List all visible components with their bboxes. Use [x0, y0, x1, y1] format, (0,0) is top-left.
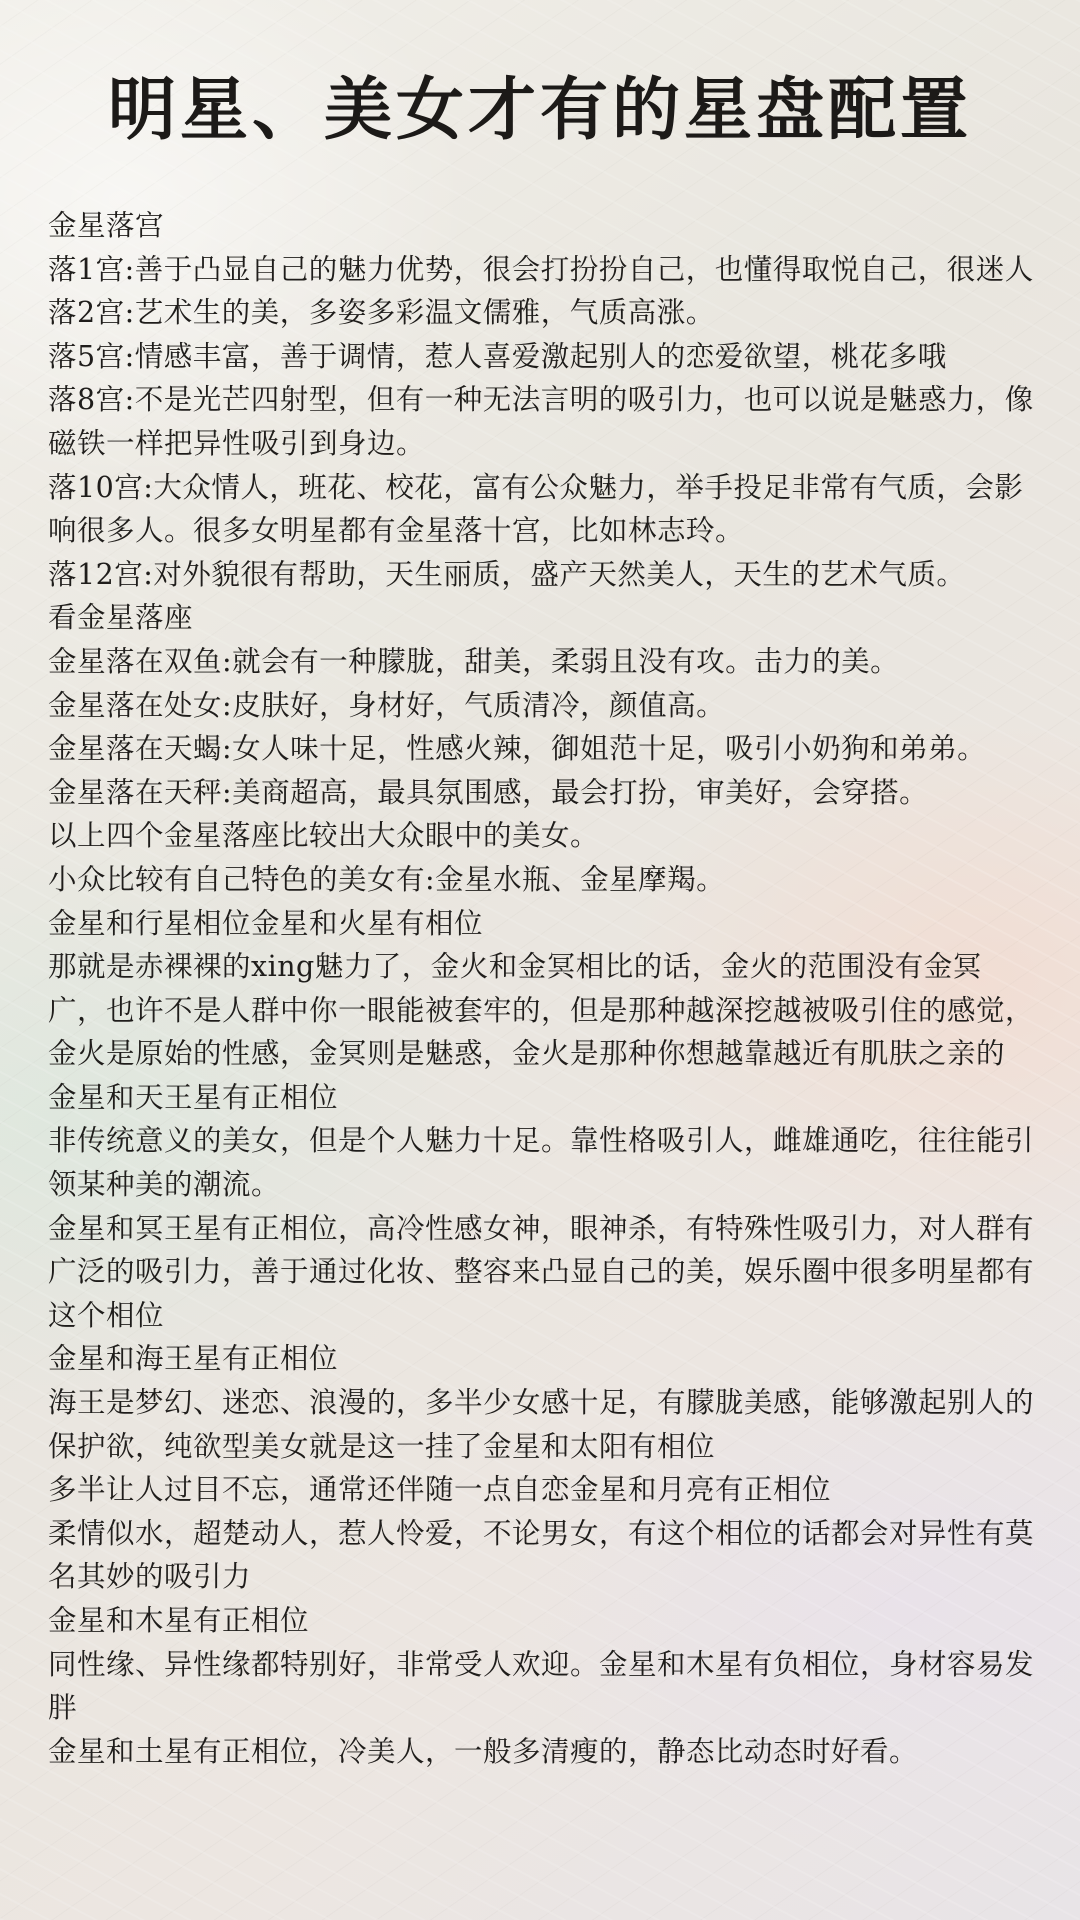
- section-heading-venus-aspects: 金星和行星相位金星和火星有相位: [48, 906, 484, 940]
- text-line: 以上四个金星落座比较出大众眼中的美女。: [48, 819, 600, 853]
- article-body: [48, 204, 1038, 1773]
- text-line: 落2宫:艺术生的美，多姿多彩温文儒雅，气质高涨。: [48, 296, 715, 330]
- text-line: 小众比较有自己特色的美女有:金星水瓶、金星摩羯。: [48, 862, 726, 896]
- text-line: 金星落在天秤:美商超高，最具氛围感，最会打扮，审美好，会穿搭。: [48, 775, 929, 809]
- text-line: 柔情似水，超楚动人，惹人怜爱，不论男女，有这个相位的话都会对异性有莫名其妙的吸引力: [48, 1516, 1035, 1594]
- text-line: 落1宫:善于凸显自己的魅力优势，很会打扮扮自己，也懂得取悦自己，很迷人: [48, 252, 1034, 286]
- text-line: 金星落在天蝎:女人味十足，性感火辣，御姐范十足，吸引小奶狗和弟弟。: [48, 732, 987, 766]
- text-line: 非传统意义的美女，但是个人魅力十足。靠性格吸引人，雌雄通吃，往往能引领某种美的潮流。: [48, 1124, 1035, 1202]
- text-line: 落10宫:大众情人，班花、校花，富有公众魅力，举手投足非常有气质，会影响很多人。很多女明星都有金星落十宫，比如林志玲。: [48, 470, 1024, 548]
- text-line: 多半让人过目不忘，通常还伴随一点自恋金星和月亮有正相位: [48, 1473, 832, 1507]
- text-line: 金星落在处女:皮肤好，身材好，气质清冷，颜值高。: [48, 688, 726, 722]
- page-title: 明星、美女才有的星盘配置: [107, 70, 972, 150]
- text-line: 金星和土星有正相位，冷美人，一般多清瘦的，静态比动态时好看。: [48, 1734, 919, 1768]
- section-heading-venus-neptune: 金星和海王星有正相位: [48, 1342, 339, 1376]
- text-line: 落5宫:情感丰富，善于调情，惹人喜爱激起别人的恋爱欲望，桃花多哦: [48, 339, 947, 373]
- text-line: 落8宫:不是光芒四射型，但有一种无法言明的吸引力，也可以说是魅惑力，像磁铁一样把异性吸引到身边。: [48, 383, 1034, 460]
- text-line: 金星和冥王星有正相位，高冷性感女神，眼神杀，有特殊性吸引力，对人群有广泛的吸引力，善于通过化妆、整容来凸显自己的美，娱乐圈中很多明星都有这个相位: [48, 1211, 1035, 1332]
- text-line: 那就是赤裸裸的xing魅力了，金火和金冥相比的话，金火的范围没有金冥广，也许不是人群中你一眼能被套牢的，但是那种越深挖越被吸引住的感觉，金火是原始的性感，金冥则是魅惑，金火是那种你想越靠越近有肌肤之亲的: [48, 950, 1035, 1071]
- section-heading-venus-jupiter: 金星和木星有正相位: [48, 1604, 310, 1637]
- text-line: 同性缘、异性缘都特别好，非常受人欢迎。金星和木星有负相位，身材容易发胖: [48, 1647, 1035, 1725]
- text-line: 落12宫:对外貌很有帮助，天生丽质，盛产天然美人，天生的艺术气质。: [48, 557, 966, 591]
- text-line: 金星落在双鱼:就会有一种朦胧，甜美，柔弱且没有攻。击力的美。: [48, 644, 900, 678]
- section-heading-venus-signs: 看金星落座: [48, 601, 194, 635]
- section-heading-venus-uranus: 金星和天王星有正相位: [48, 1080, 339, 1114]
- section-heading-venus-houses: 金星落宫: [48, 209, 165, 242]
- text-line: 海王是梦幻、迷恋、浪漫的，多半少女感十足，有朦胧美感，能够激起别人的保护欲，纯欲型美女就是这一挂了金星和太阳有相位: [48, 1386, 1035, 1463]
